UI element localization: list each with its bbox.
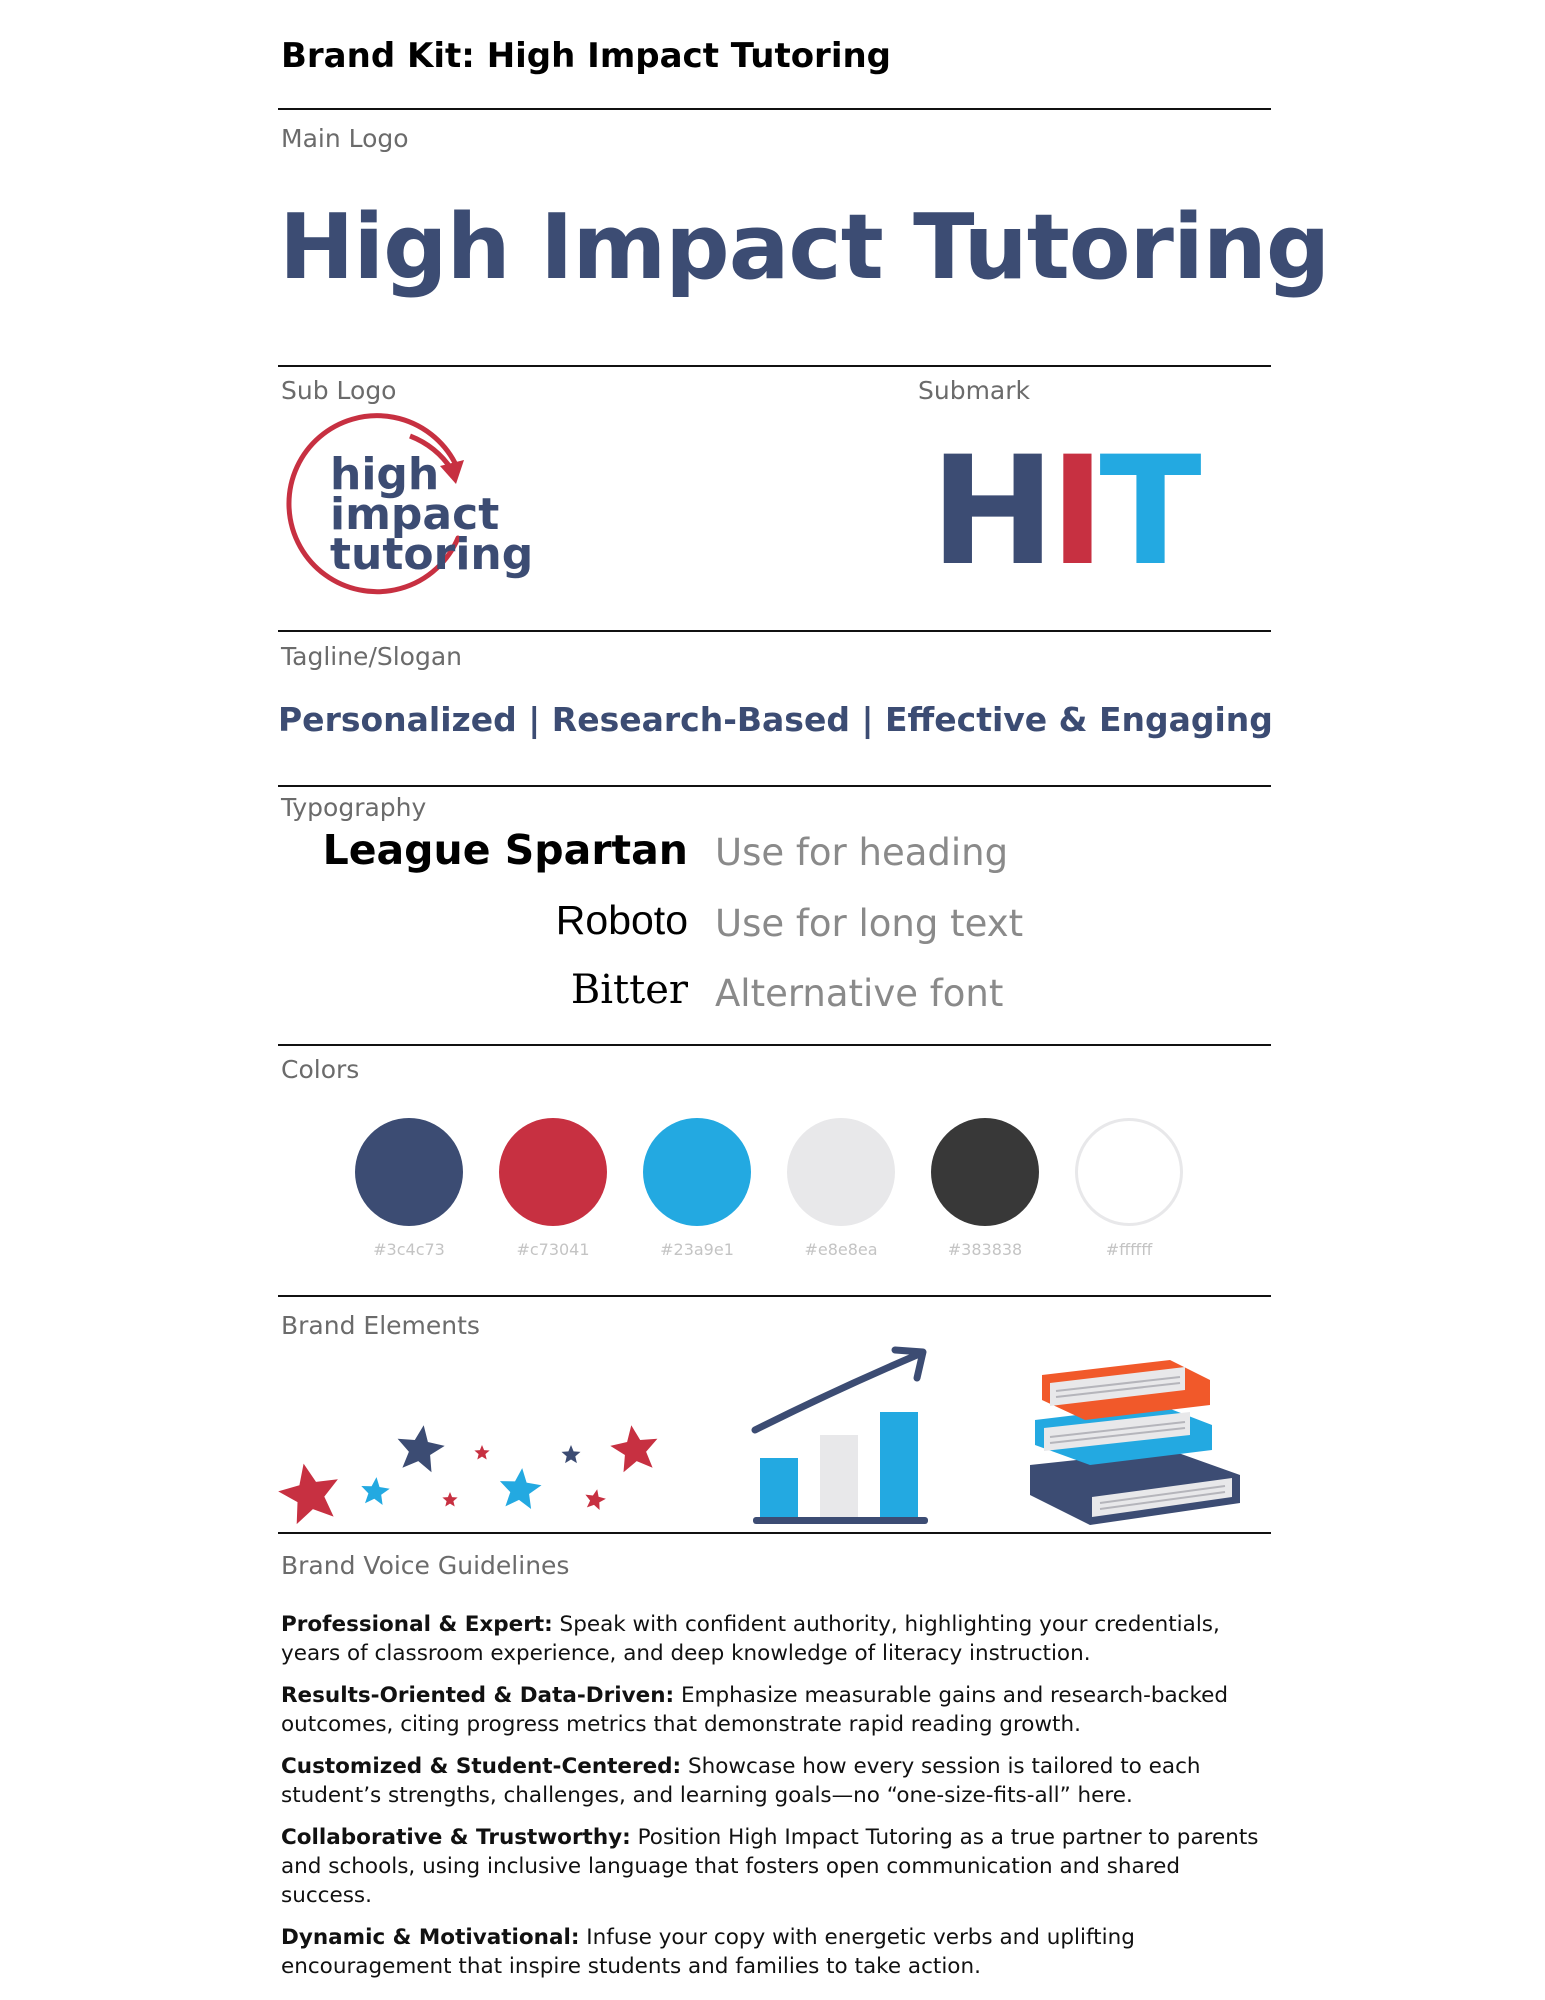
color-swatch <box>355 1118 463 1226</box>
font-use: Use for heading <box>715 831 1009 874</box>
star-shape <box>474 1445 489 1460</box>
voice-text: Infuse your copy with energetic verbs and uplifting encouragement that inspire students and families to take action. <box>281 1925 1135 1979</box>
submark-letter-t: T <box>1099 425 1196 599</box>
color-hex-label: #23a9e1 <box>660 1240 734 1259</box>
color-hex-label: #3c4c73 <box>373 1240 445 1259</box>
page-title: Brand Kit: High Impact Tutoring <box>281 36 892 76</box>
typography-row <box>278 826 1271 886</box>
color-swatch <box>787 1118 895 1226</box>
star-shape <box>562 1445 581 1463</box>
voice-item <box>281 1752 1271 1810</box>
divider <box>278 1044 1271 1046</box>
voice-item <box>281 1610 1271 1668</box>
section-label-typography: Typography <box>281 793 427 822</box>
voice-text: Speak with confident authority, highlighting your credentials, years of classroom experience, and deep knowledge of literacy instruction. <box>281 1612 1220 1666</box>
voice-text: Position High Impact Tutoring as a true partner to parents and schools, using inclusive language that fosters open communication and shared success. <box>281 1825 1259 1908</box>
voice-item <box>281 1681 1271 1739</box>
font-name-roboto: Roboto <box>555 897 688 943</box>
section-label-sub-logo: Sub Logo <box>281 376 397 405</box>
section-label-brand-voice: Brand Voice Guidelines <box>281 1551 570 1580</box>
stars-icon <box>275 1400 675 1530</box>
font-use: Alternative font <box>715 972 1004 1015</box>
section-label-submark: Submark <box>918 376 1031 405</box>
voice-heading: Collaborative & Trustworthy: <box>281 1825 631 1850</box>
voice-item <box>281 1823 1271 1910</box>
voice-heading: Results-Oriented & Data-Driven: <box>281 1683 675 1708</box>
sub-logo <box>330 449 534 580</box>
divider <box>278 785 1271 787</box>
star-shape <box>278 1464 338 1525</box>
color-swatch <box>499 1118 607 1226</box>
section-label-brand-elements: Brand Elements <box>281 1311 480 1340</box>
voice-heading: Professional & Expert: <box>281 1612 553 1637</box>
divider <box>278 630 1271 632</box>
sub-logo-line: tutoring <box>330 529 534 580</box>
font-use: Use for long text <box>715 902 1024 945</box>
section-label-colors: Colors <box>281 1055 360 1084</box>
star-shape <box>361 1477 389 1505</box>
divider <box>278 1532 1271 1534</box>
voice-heading: Customized & Student-Centered: <box>281 1754 682 1779</box>
section-label-main-logo: Main Logo <box>281 124 409 153</box>
submark-letter-i: I <box>1049 425 1100 599</box>
voice-heading: Dynamic & Motivational: <box>281 1925 580 1950</box>
color-hex-label: #e8e8ea <box>804 1240 878 1259</box>
star-shape <box>610 1425 657 1472</box>
typography-row <box>278 967 1271 1027</box>
color-hex-label: #383838 <box>947 1240 1023 1259</box>
font-name-bitter: Bitter <box>570 967 688 1013</box>
star-shape <box>442 1492 457 1507</box>
growth-chart-icon <box>745 1330 945 1530</box>
sub-logo-line: impact <box>330 489 500 540</box>
divider <box>278 1295 1271 1297</box>
typography-row <box>278 897 1271 957</box>
main-logo: High Impact Tutoring <box>279 195 1330 300</box>
divider <box>278 365 1271 367</box>
sub-logo-line: high <box>330 449 440 500</box>
tagline: Personalized | Research-Based | Effective & Engaging <box>278 700 1273 739</box>
color-hex-label: #c73041 <box>516 1240 590 1259</box>
star-shape <box>500 1468 542 1509</box>
font-name-league-spartan: League Spartan <box>322 826 688 874</box>
star-shape <box>398 1425 445 1472</box>
voice-text: Emphasize measurable gains and research-backed outcomes, citing progress metrics that demonstrate rapid reading growth. <box>281 1683 1229 1737</box>
books-icon <box>1020 1345 1250 1535</box>
star-shape <box>585 1489 606 1510</box>
color-swatch <box>1075 1118 1183 1226</box>
color-hex-label: #ffffff <box>1105 1240 1153 1259</box>
submark <box>930 425 1196 599</box>
color-swatch <box>931 1118 1039 1226</box>
color-swatch <box>643 1118 751 1226</box>
section-label-tagline: Tagline/Slogan <box>281 642 463 671</box>
submark-letter-h: H <box>930 425 1050 599</box>
voice-item <box>281 1923 1271 1981</box>
voice-text: Showcase how every session is tailored to each student’s strengths, challenges, and learning goals—no “one-size-fits-all” here. <box>281 1754 1201 1808</box>
divider <box>278 108 1271 110</box>
